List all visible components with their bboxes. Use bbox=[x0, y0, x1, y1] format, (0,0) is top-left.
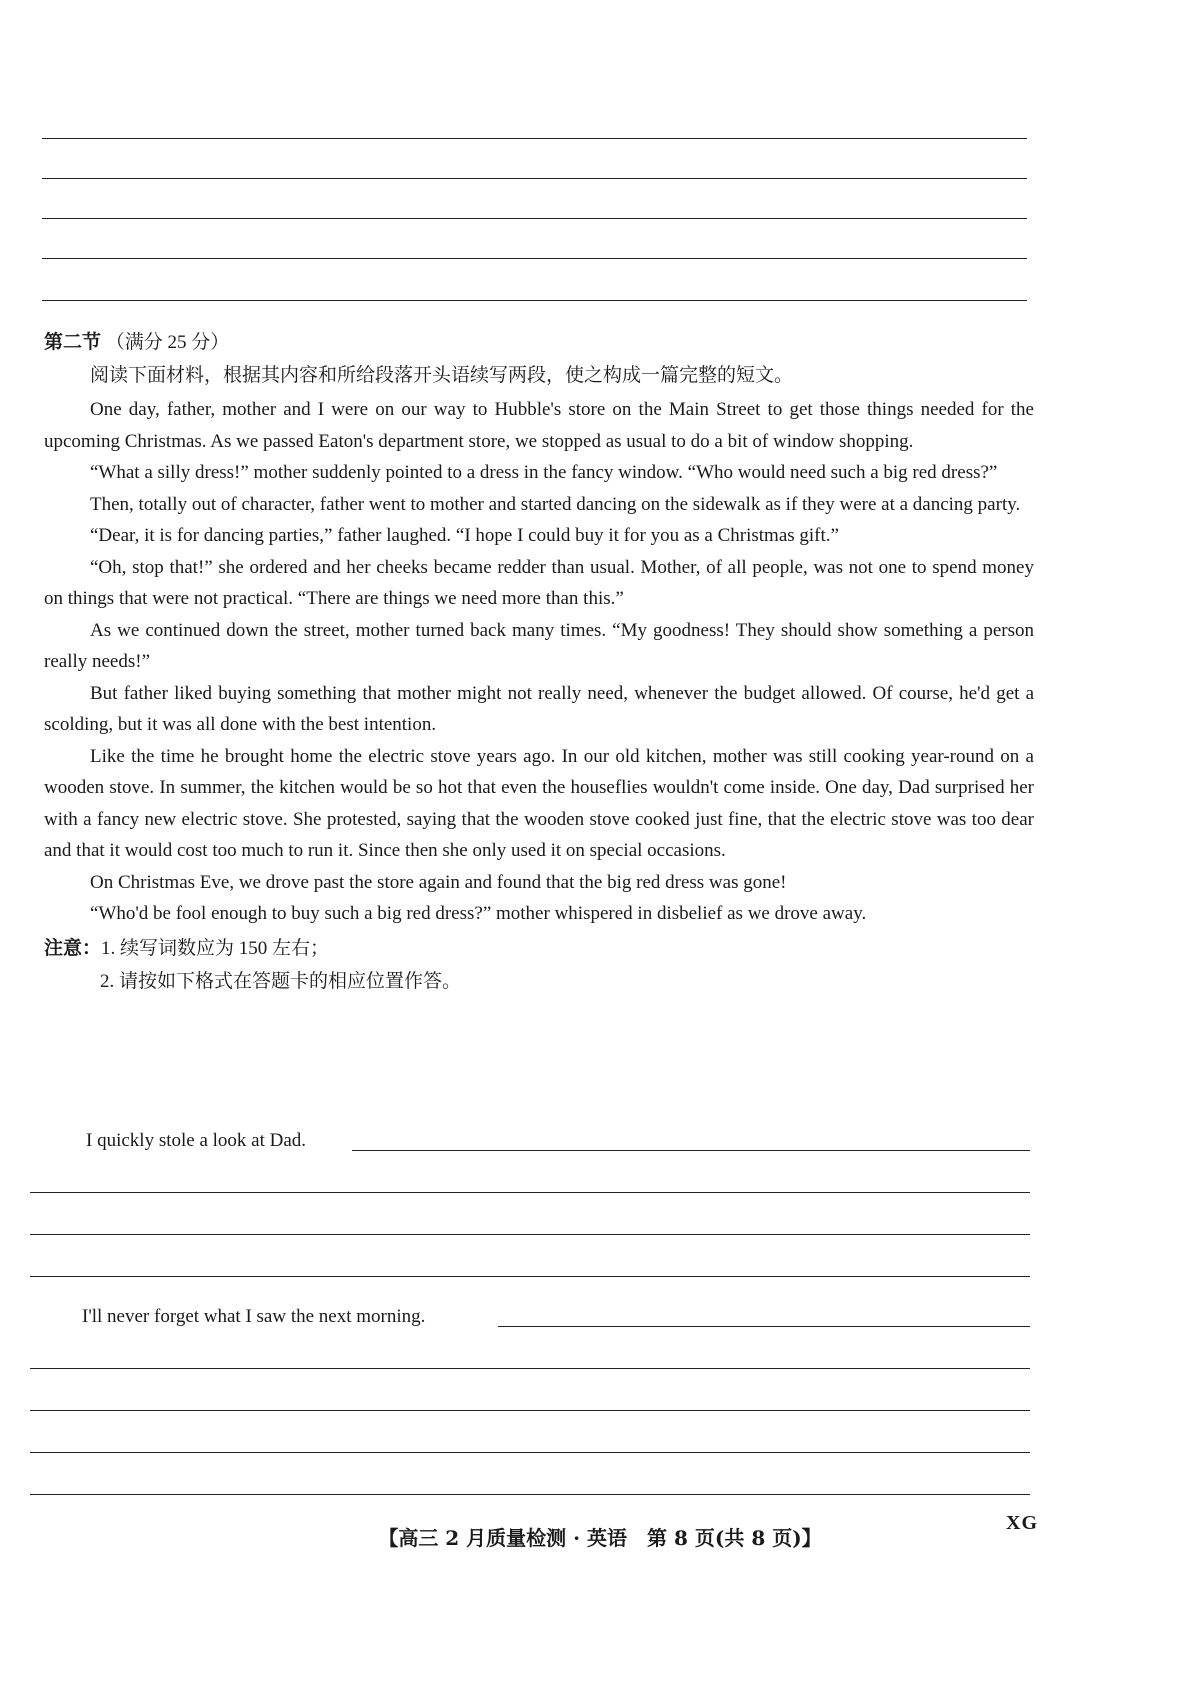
writing-line bbox=[42, 138, 1027, 139]
paragraph-starter-1: I quickly stole a look at Dad. bbox=[86, 1130, 307, 1151]
answer-line[interactable] bbox=[30, 1494, 1030, 1495]
answer-line[interactable] bbox=[352, 1150, 1030, 1151]
section-title: 第二节 bbox=[44, 332, 102, 353]
paragraph-starter-2: I'll never forget what I saw the next morning. bbox=[82, 1306, 426, 1327]
note-item: 2. 请按如下格式在答题卡的相应位置作答。 bbox=[100, 970, 462, 992]
notes-heading: 注意： bbox=[44, 937, 102, 959]
notes bbox=[44, 932, 1034, 998]
writing-line bbox=[42, 178, 1027, 179]
section-score: （满分 25 分） bbox=[105, 332, 230, 353]
section-instruction: 阅读下面材料，根据其内容和所给段落开头语续写两段，使之构成一篇完整的短文。 bbox=[90, 365, 794, 386]
story-paragraph: On Christmas Eve, we drove past the store again and found that the big red dress was gone! bbox=[90, 871, 787, 893]
story-paragraph: “Oh, stop that!” she ordered and her cheeks became redder than usual. Mother, of all people, was not one to spend money on things that were not practical. “There are things we need more than this.” bbox=[44, 556, 1034, 609]
paper-code: XG bbox=[1006, 1512, 1038, 1534]
story-paragraph: As we continued down the street, mother turned back many times. “My goodness! They should show something a person really needs!” bbox=[44, 619, 1034, 672]
answer-line[interactable] bbox=[30, 1452, 1030, 1453]
answer-line[interactable] bbox=[498, 1326, 1030, 1327]
story-paragraph: But father liked buying something that mother might not really need, whenever the budget allowed. Of course, he'd get a scolding, but it was all done with the best intention. bbox=[44, 682, 1034, 735]
story-paragraph: “Who'd be fool enough to buy such a big red dress?” mother whispered in disbelief as we drove away. bbox=[90, 903, 867, 924]
writing-line bbox=[42, 218, 1027, 219]
answer-line[interactable] bbox=[30, 1276, 1030, 1277]
story-paragraph: “Dear, it is for dancing parties,” father laughed. “I hope I could buy it for you as a Christmas gift.” bbox=[90, 525, 839, 546]
writing-line bbox=[42, 258, 1027, 259]
story-paragraph: One day, father, mother and I were on our way to Hubble's store on the Main Street to get those things needed for the upcoming Christmas. As we passed Eaton's department store, we stopped as usual to do a bit of window shopping. bbox=[44, 399, 1034, 452]
answer-line[interactable] bbox=[30, 1368, 1030, 1369]
story-paragraph: Then, totally out of character, father went to mother and started dancing on the sidewalk as if they were at a dancing party. bbox=[90, 493, 1021, 515]
answer-line[interactable] bbox=[30, 1234, 1030, 1235]
answer-line[interactable] bbox=[30, 1410, 1030, 1411]
story-paragraph: “What a silly dress!” mother suddenly pointed to a dress in the fancy window. “Who would need such a big red dress?” bbox=[90, 462, 998, 483]
section-heading bbox=[44, 326, 1034, 359]
story-paragraph: Like the time he brought home the electric stove years ago. In our old kitchen, mother was still cooking year-round on a wooden stove. In summer, the kitchen would be so hot that even the houseflies wouldn't come inside. One day, Dad surprised her with a fancy new electric stove. She protested, saying that the wooden stove cooked just fine, that the electric stove was too dear and that it would cost too much to run it. Since then she only used it on special occasions. bbox=[44, 745, 1034, 861]
answer-line[interactable] bbox=[30, 1192, 1030, 1193]
writing-line bbox=[42, 300, 1027, 301]
story-passage bbox=[44, 394, 1034, 930]
note-item: 1. 续写词数应为 150 左右； bbox=[101, 937, 330, 959]
section-two bbox=[44, 326, 1034, 998]
page-footer: 【高三 2 月质量检测 · 英语 第 8 页(共 8 页)】 bbox=[378, 1526, 822, 1550]
